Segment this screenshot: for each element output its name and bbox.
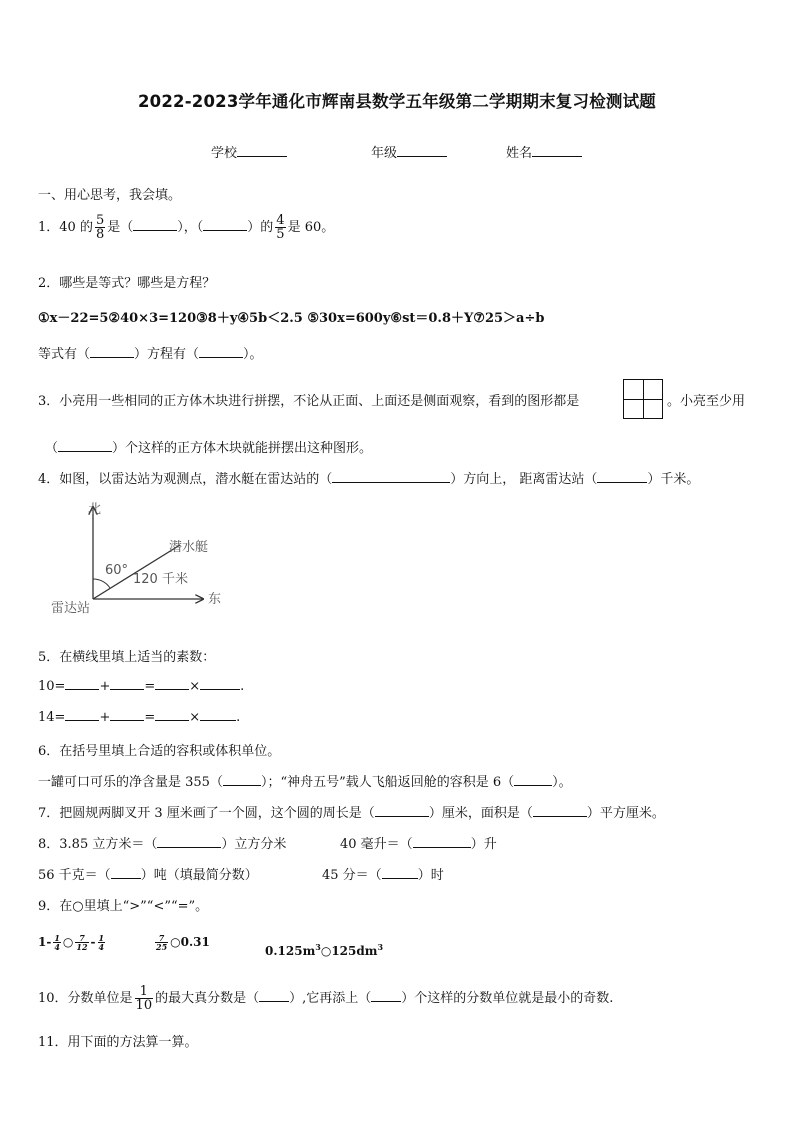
q9-compare-circle-1[interactable]: ○ (62, 935, 74, 949)
q1-blank-2[interactable] (203, 218, 247, 231)
q9-fraction: $\frac{7}{12}$ (76, 933, 88, 952)
q5-blank[interactable] (200, 708, 236, 721)
school-blank[interactable] (237, 144, 287, 157)
radar-diagram (45, 497, 235, 622)
station-label: 雷达站 (51, 601, 91, 616)
school-label: 学校 (211, 146, 238, 161)
page-title: 2022-2023学年通化市辉南县数学五年级第二学期期末复习检测试题 (138, 92, 656, 111)
q7-blank-2[interactable] (533, 804, 587, 817)
q3-text: （ (45, 441, 59, 456)
distance-label: 120 千米 (133, 572, 188, 587)
grade-blank[interactable] (397, 144, 447, 157)
q10-fraction: $\frac{1}{10}$ (135, 984, 153, 1013)
q2-answer (38, 343, 263, 362)
q4-text: ）方向上， 距离雷达站（ (450, 472, 598, 487)
q2-text: ）。 (243, 347, 263, 362)
q1-text: ），（ (177, 220, 204, 235)
q5-text: × (189, 679, 201, 694)
q7-text: ）厘米，面积是（ (428, 806, 533, 821)
q2-blank-linear[interactable] (199, 345, 243, 358)
q5-blank[interactable] (65, 708, 99, 721)
angle-label: 60° (105, 563, 129, 578)
q7-text: ）平方厘米。 (586, 806, 665, 821)
q10-text: 的最大真分数是（ (155, 991, 260, 1006)
section-heading: 一、用心思考，我会填。 (38, 188, 182, 203)
q4-blank-direction[interactable] (332, 470, 450, 483)
q6-blank-1[interactable] (223, 773, 261, 786)
question-8-row-1 (38, 833, 286, 852)
q7-blank-1[interactable] (375, 804, 429, 817)
q3-blank[interactable] (58, 439, 112, 452)
question-6: 6．在括号里填上合适的容积或体积单位。 (38, 744, 281, 759)
q3-text-end: 。小亮至少用 (667, 394, 746, 409)
school-field (211, 142, 287, 161)
q9-fraction: $\frac{1}{4}$ (98, 933, 105, 952)
q8-text: 45 分＝（ (322, 868, 382, 883)
q8-text: ）吨（填最简分数） (140, 868, 258, 883)
q8-text: 56 千克＝（ (38, 868, 111, 883)
q1-fraction-4-5: $\frac{4}{5}$ (276, 213, 285, 242)
q8-text: 40 毫升＝（ (340, 837, 413, 852)
q5-text: × (189, 710, 201, 725)
q1-blank-1[interactable] (133, 218, 177, 231)
grade-field (371, 142, 447, 161)
question-8-row-2b (322, 864, 444, 883)
q5-blank[interactable] (200, 677, 240, 690)
q1-text: 是 60。 (287, 220, 335, 235)
q1-text: 是（ (107, 220, 134, 235)
q5-text: = (144, 710, 156, 725)
q5-blank[interactable] (65, 677, 99, 690)
q5-text: . (240, 679, 245, 694)
q5-row-10 (38, 677, 244, 694)
q5-text: + (99, 679, 111, 694)
submarine-label: 潜水艇 (169, 540, 209, 555)
question-10 (38, 985, 613, 1012)
question-4 (38, 468, 699, 487)
question-2: 2．哪些是等式？哪些是方程？ (38, 276, 216, 291)
q9-expr-3: $0.125m^3○125dm^3$ (265, 942, 384, 958)
q7-text: 7．把圆规两脚叉开 3 厘米画了一个圆，这个圆的周长是（ (38, 806, 375, 821)
q5-blank[interactable] (110, 677, 144, 690)
q9-fraction: $\frac{7}{25}$ (156, 933, 168, 952)
q5-text: + (99, 710, 111, 725)
q5-blank[interactable] (110, 708, 144, 721)
q4-text: 4．如图，以雷达站为观测点，潜水艇在雷达站的（ (38, 472, 333, 487)
q9-compare-circle-2[interactable]: ○0.31 (170, 935, 210, 949)
q10-blank-1[interactable] (259, 989, 289, 1002)
q6-text: 一罐可口可乐的净含量是 355（ (38, 775, 223, 790)
q6-text: ）。 (552, 775, 572, 790)
q9-expr-2 (153, 934, 210, 951)
q10-text: ）,它再添上（ (289, 991, 372, 1006)
q9-text: 0.125m (265, 944, 316, 958)
q3-line2 (45, 437, 372, 456)
name-label: 姓名 (506, 146, 533, 161)
q5-text: 10= (38, 679, 66, 694)
question-5: 5．在横线里填上适当的素数： (38, 650, 216, 665)
q8-blank[interactable] (382, 866, 418, 879)
q4-text: ）千米。 (647, 472, 700, 487)
q1-text: ）的 (247, 220, 274, 235)
q9-compare-circle-3[interactable]: ○125dm (320, 944, 378, 958)
question-3: 3．小亮用一些相同的正方体木块进行拼摆，不论从正面、上面还是侧面观察，看到的图形都是 (38, 394, 580, 409)
q9-text: - (90, 935, 96, 949)
q2-text: ）方程有（ (134, 347, 200, 362)
name-field (506, 142, 582, 161)
q2-items: ①x－22=5②40×3=120③8＋y④5b＜2.5 ⑤30x=600y⑥st＝0.8＋Y⑦25＞a÷b (38, 311, 545, 326)
name-blank[interactable] (532, 144, 582, 157)
q4-blank-distance[interactable] (597, 470, 647, 483)
q1-fraction-5-8: $\frac{5}{8}$ (95, 213, 105, 242)
q9-expr-1 (38, 934, 107, 951)
q5-row-14 (38, 708, 240, 725)
q8-text: ）升 (470, 837, 497, 852)
q5-text: . (236, 710, 241, 725)
square-grid-figure (623, 379, 663, 419)
question-8-row-1b (340, 833, 497, 852)
q8-text: ）立方分米 (221, 837, 287, 852)
question-9: 9．在○里填上“>”“<”“=”。 (38, 899, 209, 914)
q2-text: 等式有（ (38, 347, 91, 362)
q9-fraction: $\frac{1}{4}$ (54, 933, 60, 952)
q9-text: 1- (38, 935, 52, 949)
q6-line (38, 771, 572, 790)
q10-blank-2[interactable] (371, 989, 401, 1002)
q8-text: ）时 (417, 868, 444, 883)
question-1 (38, 214, 334, 241)
q5-blank[interactable] (155, 708, 189, 721)
q6-blank-2[interactable] (514, 773, 552, 786)
q10-text: 10．分数单位是 (38, 991, 133, 1006)
q10-text: ）个这样的分数单位就是最小的奇数. (401, 991, 614, 1006)
q8-blank[interactable] (111, 866, 141, 879)
q1-text: 1．40 的 (38, 220, 93, 235)
north-label: 北 (88, 502, 102, 517)
question-7 (38, 802, 665, 821)
angle-arc (93, 579, 110, 588)
east-label: 东 (208, 592, 222, 607)
q6-text: ）；“神舟五号”载人飞船返回舱的容积是 6（ (260, 775, 515, 790)
q8-blank[interactable] (413, 835, 471, 848)
question-8-row-2 (38, 864, 258, 883)
q8-blank[interactable] (157, 835, 221, 848)
q5-blank[interactable] (155, 677, 189, 690)
q5-text: 14= (38, 710, 66, 725)
q2-blank-equations[interactable] (90, 345, 134, 358)
q8-text: 8．3.85 立方米＝（ (38, 837, 158, 852)
q5-text: = (144, 679, 156, 694)
grade-label: 年级 (371, 146, 398, 161)
question-11: 11．用下面的方法算一算。 (38, 1035, 198, 1050)
q3-text: ）个这样的正方体木块就能拼摆出这种图形。 (112, 441, 373, 456)
